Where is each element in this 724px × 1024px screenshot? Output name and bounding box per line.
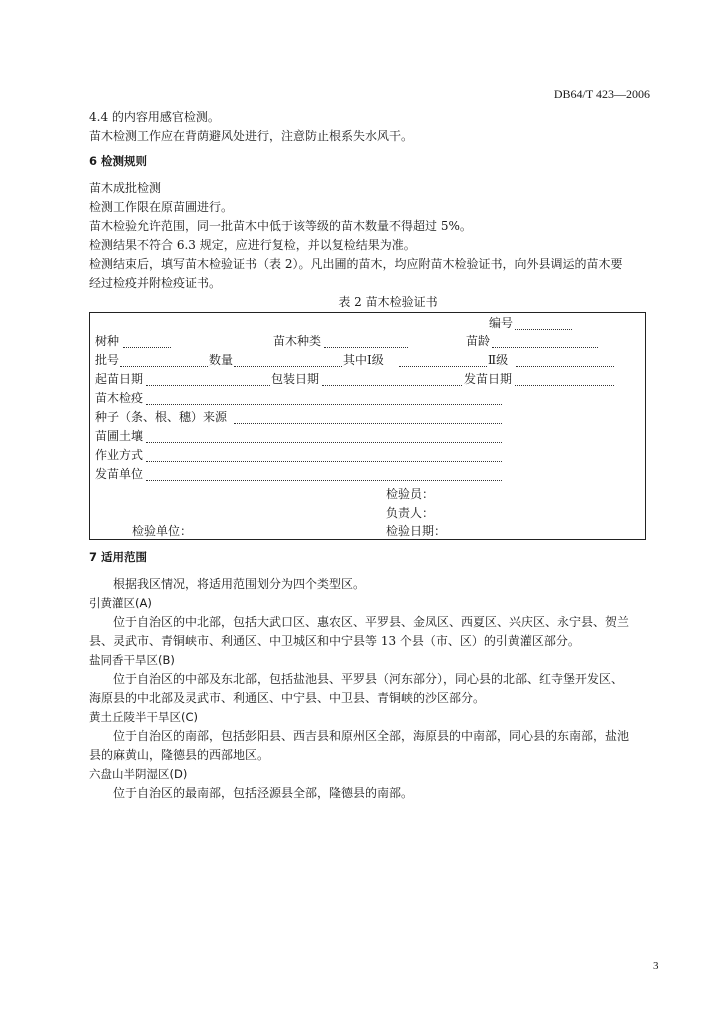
lift-date-label: 起苗日期 bbox=[95, 372, 144, 386]
table-caption: 表 2 苗木检验证书 bbox=[338, 295, 438, 309]
text-line: 位于自治区的中北部，包括大武口区、惠农区、平罗县、金凤区、西夏区、兴庆区、永宁县、贺兰 bbox=[113, 615, 630, 629]
nursery-soil-label: 苗圃土壤 bbox=[95, 429, 144, 443]
quantity-label: 数量 bbox=[209, 353, 234, 367]
pack-date-label: 包装日期 bbox=[271, 372, 320, 386]
nursery-soil-fill-line bbox=[146, 441, 502, 443]
region-title-c: 黄土丘陵半干旱区(C) bbox=[89, 710, 199, 724]
operation-fill-line bbox=[146, 460, 502, 462]
grade1-label: 其中Ⅰ级 bbox=[343, 353, 384, 367]
text-line: 经过检疫并附检疫证书。 bbox=[89, 276, 222, 290]
seedling-age-fill-line bbox=[492, 346, 598, 348]
text-line: 县的麻黄山，隆德县的西部地区。 bbox=[89, 748, 270, 762]
inspection-certificate-form bbox=[89, 312, 646, 540]
page-number: 3 bbox=[653, 960, 659, 972]
text-line: 4.4 的内容用感官检测。 bbox=[89, 110, 220, 124]
section-heading-7: 7 适用范围 bbox=[89, 550, 148, 564]
lift-date-fill-line bbox=[146, 384, 270, 386]
text-line: 苗木检测工作应在背荫避风处进行，注意防止根系失水风干。 bbox=[89, 129, 414, 143]
text-line: 海原县的中北部及灵武市、利通区、中宁县、中卫县、青铜峡的沙区部分。 bbox=[89, 691, 486, 705]
quarantine-fill-line bbox=[146, 403, 502, 405]
number-fill-line bbox=[515, 328, 572, 330]
inspection-unit-label: 检验单位： bbox=[132, 524, 193, 538]
text-line: 位于自治区的南部，包括彭阳县、西吉县和原州区全部，海原县的中南部，同心县的东南部，盐池 bbox=[113, 729, 630, 743]
text-line: 位于自治区的中部及东北部，包括盐池县、平罗县（河东部分），同心县的北部、红寺堡开发区、 bbox=[113, 672, 624, 686]
grade2-label: Ⅱ级 bbox=[488, 353, 509, 367]
ship-date-label: 发苗日期 bbox=[464, 372, 513, 386]
shipping-unit-label: 发苗单位 bbox=[95, 467, 144, 481]
pack-date-fill-line bbox=[322, 384, 462, 386]
text-line: 苗木成批检测 bbox=[89, 181, 162, 195]
batch-label: 批号 bbox=[95, 353, 120, 367]
region-title-d: 六盘山半阴湿区(D) bbox=[89, 767, 188, 781]
seed-source-label: 种子（条、根、穗）来源 bbox=[95, 410, 228, 424]
text-line: 苗木检验允许范围，同一批苗木中低于该等级的苗木数量不得超过 5%。 bbox=[89, 219, 472, 233]
responsible-label: 负责人： bbox=[386, 506, 435, 520]
section-heading-6: 6 检测规则 bbox=[89, 154, 148, 168]
seedling-type-label: 苗木种类 bbox=[273, 334, 322, 348]
seedling-type-fill-line bbox=[324, 346, 408, 348]
text-line: 检测工作限在原苗圃进行。 bbox=[89, 200, 234, 214]
inspector-label: 检验员： bbox=[386, 487, 435, 501]
region-title-b: 盐同香干旱区(B) bbox=[89, 653, 175, 667]
operation-label: 作业方式 bbox=[95, 448, 144, 462]
text-line: 检测结果不符合 6.3 规定，应进行复检，并以复检结果为准。 bbox=[89, 238, 416, 252]
number-label: 编号 bbox=[489, 316, 514, 330]
text-line: 位于自治区的最南部，包括泾源县全部，隆德县的南部。 bbox=[113, 786, 414, 800]
inspection-date-label: 检验日期： bbox=[386, 524, 447, 538]
grade2-fill-line bbox=[516, 365, 614, 367]
text-line: 县、灵武市、青铜峡市、利通区、中卫城区和中宁县等 13 个县（市、区）的引黄灌区部分。 bbox=[89, 634, 580, 648]
seed-source-fill-line bbox=[234, 422, 502, 424]
shipping-unit-fill-line bbox=[146, 479, 502, 481]
text-line: 检测结束后，填写苗木检验证书（表 2）。凡出圃的苗木，均应附苗木检验证书，向外县调运的苗木要 bbox=[89, 257, 623, 271]
quantity-fill-line bbox=[234, 365, 342, 367]
seedling-age-label: 苗龄 bbox=[466, 334, 491, 348]
batch-fill-line bbox=[120, 365, 208, 367]
species-label: 树种 bbox=[95, 334, 120, 348]
species-fill-line bbox=[123, 346, 171, 348]
grade1-fill-line bbox=[399, 365, 487, 367]
standard-code: DB64/T 423—2006 bbox=[553, 87, 650, 101]
ship-date-fill-line bbox=[515, 384, 614, 386]
text-line: 根据我区情况，将适用范围划分为四个类型区。 bbox=[113, 577, 366, 591]
region-title-a: 引黄灌区(A) bbox=[89, 596, 152, 610]
quarantine-label: 苗木检疫 bbox=[95, 391, 144, 405]
page-content bbox=[89, 108, 649, 803]
